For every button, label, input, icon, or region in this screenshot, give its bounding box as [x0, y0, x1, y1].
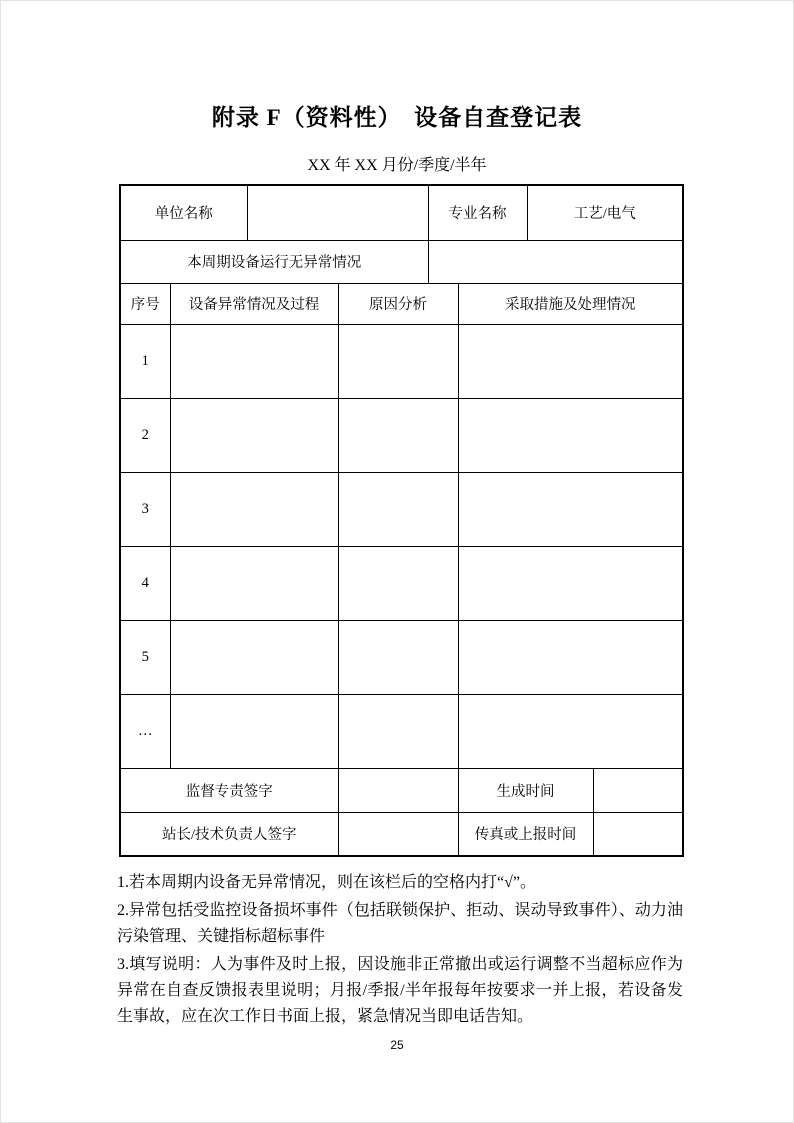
abnormal-cell [170, 324, 338, 398]
table-row [120, 694, 683, 768]
table-row [120, 768, 683, 812]
cause-cell [338, 324, 458, 398]
table-row [120, 620, 683, 694]
profession-name-value: 工艺/电气 [527, 185, 683, 240]
cause-cell [338, 620, 458, 694]
measures-cell [458, 694, 683, 768]
header-abnormal: 设备异常情况及过程 [170, 283, 338, 324]
abnormal-cell [170, 398, 338, 472]
table-row [120, 240, 683, 283]
chief-signature-cell [338, 812, 458, 856]
profession-name-label: 专业名称 [428, 185, 527, 240]
footnotes [117, 870, 683, 1030]
no-abnormal-check-cell [428, 240, 683, 283]
cause-cell [338, 694, 458, 768]
no-abnormal-label: 本周期设备运行无异常情况 [120, 240, 428, 283]
chief-signature-label: 站长/技术负责人签字 [120, 812, 338, 856]
table-row [120, 398, 683, 472]
abnormal-cell [170, 472, 338, 546]
cause-cell [338, 546, 458, 620]
measures-cell [458, 472, 683, 546]
table-row [120, 185, 683, 240]
fax-report-time-label: 传真或上报时间 [458, 812, 593, 856]
table-header-row [120, 283, 683, 324]
table-row [120, 812, 683, 856]
seq-cell: 4 [120, 546, 170, 620]
header-cause: 原因分析 [338, 283, 458, 324]
footnote-3: 3.填写说明：人为事件及时上报，因设施非正常撤出或运行调整不当超标应作为异常在自查反馈报表里说明；月报/季报/半年报每年按要求一并上报，若设备发生事故，应在次工作日书面上报，紧急情况当即电话告知。 [117, 956, 683, 1025]
generated-time-label: 生成时间 [458, 768, 593, 812]
table-row [120, 546, 683, 620]
abnormal-cell [170, 546, 338, 620]
measures-cell [458, 398, 683, 472]
cause-cell [338, 472, 458, 546]
period-subtitle: XX 年 XX 月份/季度/半年 [307, 157, 487, 174]
page-number: 25 [390, 1038, 404, 1052]
measures-cell [458, 546, 683, 620]
supervisor-signature-cell [338, 768, 458, 812]
seq-cell: 5 [120, 620, 170, 694]
supervisor-signature-label: 监督专责签字 [120, 768, 338, 812]
header-measures: 采取措施及处理情况 [458, 283, 683, 324]
seq-cell: 3 [120, 472, 170, 546]
fax-report-time-cell [593, 812, 683, 856]
abnormal-cell [170, 620, 338, 694]
seq-cell: 1 [120, 324, 170, 398]
measures-cell [458, 324, 683, 398]
table-row [120, 324, 683, 398]
footnote-2: 2.异常包括受监控设备损坏事件（包括联锁保护、拒动、误动导致事件）、动力油污染管理、关键指标超标事件 [117, 902, 683, 945]
generated-time-cell [593, 768, 683, 812]
unit-name-label: 单位名称 [120, 185, 247, 240]
abnormal-cell [170, 694, 338, 768]
measures-cell [458, 620, 683, 694]
page-title: 附录 F（资料性） 设备自查登记表 [211, 105, 583, 130]
unit-name-value-cell [247, 185, 428, 240]
seq-cell-ellipsis: … [120, 694, 170, 768]
header-seq: 序号 [120, 283, 170, 324]
equipment-self-check-table [119, 184, 684, 857]
seq-cell: 2 [120, 398, 170, 472]
table-row [120, 472, 683, 546]
cause-cell [338, 398, 458, 472]
footnote-1: 1.若本周期内设备无异常情况，则在该栏后的空格内打“√”。 [117, 874, 536, 891]
